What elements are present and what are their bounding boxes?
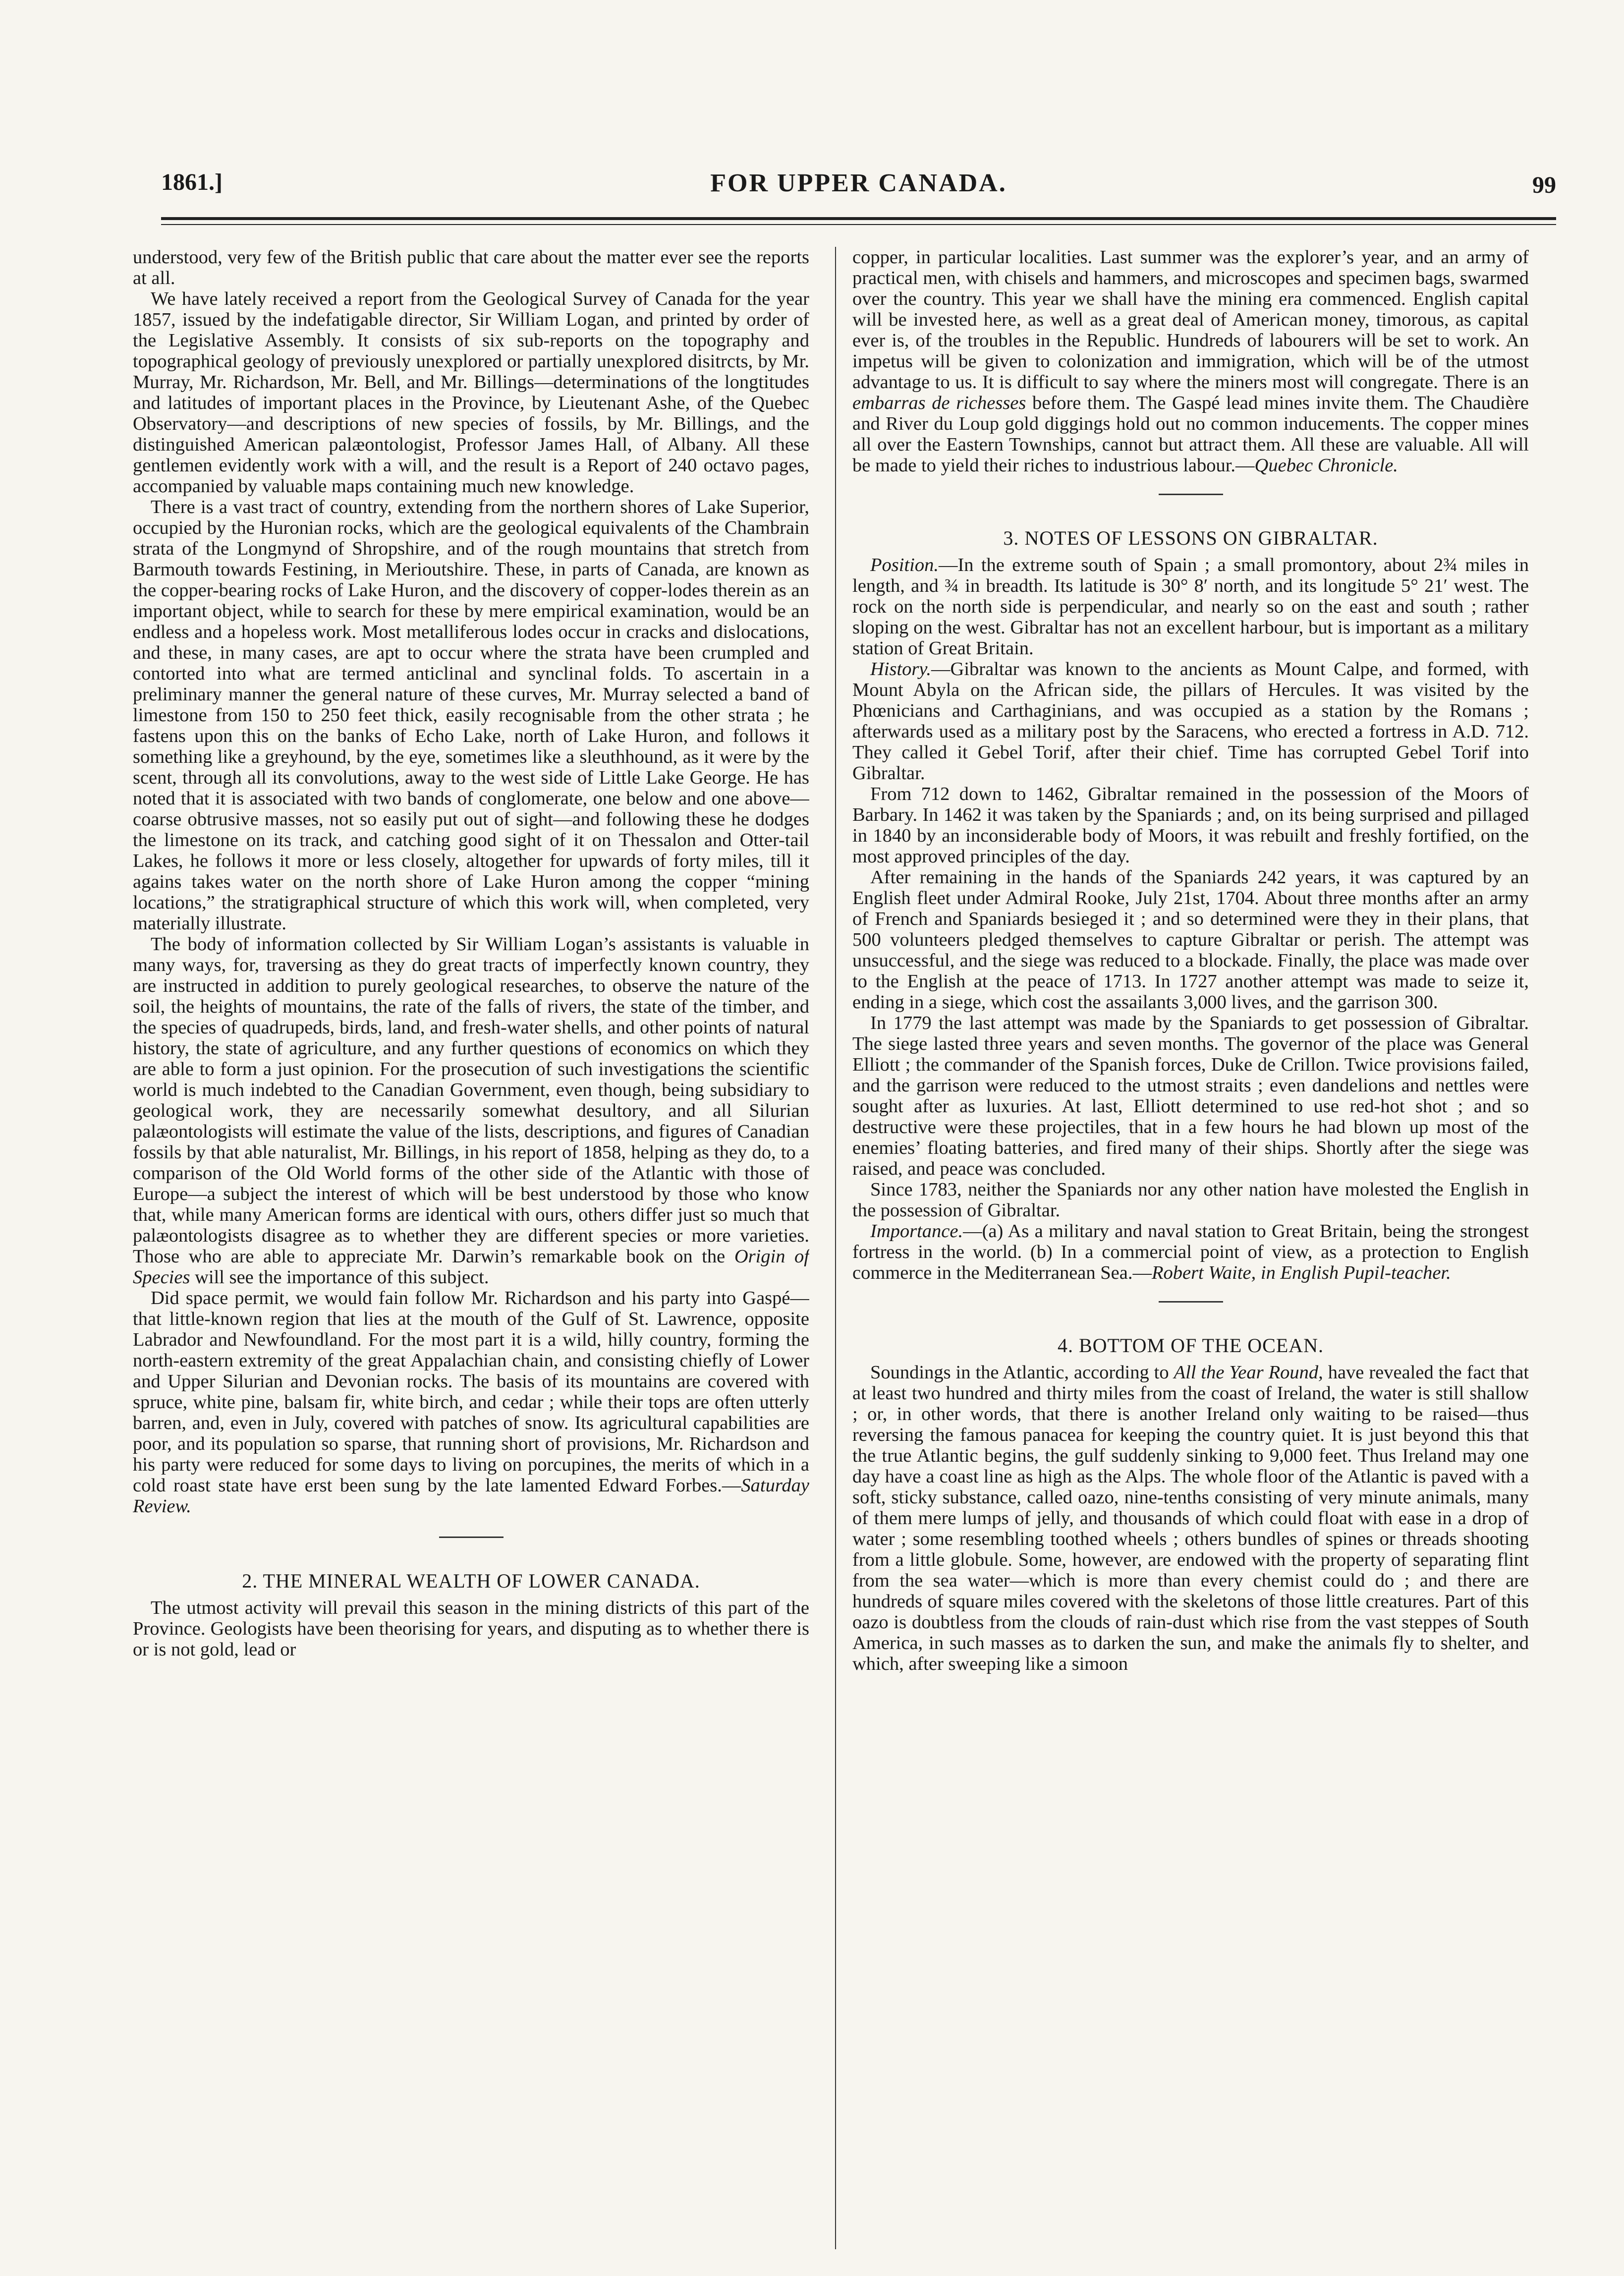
page-number: 99 <box>1532 172 1556 198</box>
paragraph-gaspe <box>133 1288 809 1517</box>
paragraph-history <box>852 659 1529 784</box>
text-run: will see the importance of this subject. <box>195 1267 489 1288</box>
header-rule <box>161 217 1556 220</box>
text-run: The body of information collected by Sir William Logan’s assistants is valuable in many ways, for, traversing as they do great tracts of imperfectly known country, they are instructed in addition to purely geological researches, to observe the nature of the soil, the heights of mountains, the rate of the falls of rivers, the state of the timber, and the species of quadrupeds, birds, land, and fresh-water shells, and other points of natural history, the state of agriculture, and any further questions of economics on which they are able to form a just opinion. For the prosecution of such investigations the scientific world is much indebted to the Canadian Government, even though, being subsidiary to geological work, they are necessarily somewhat desultory, and all Silurian palæontologists will estimate the value of the lists, descriptions, and figures of Canadian fossils by that able naturalist, Mr. Billings, in his report of 1858, helping as they do, to a comparison of the Old World forms of the other side of the Atlantic with those of Europe—a subject the interest of which will be best understood by those who know that, while many American forms are identical with ours, others differ just so much that palæontologists disagree as to whether they are different species or more varieties. Those who are able to appreciate Mr. Darwin’s remarkable book on the <box>133 934 809 1267</box>
foreign-phrase: embarras de richesses <box>852 393 1026 413</box>
paragraph-mining-districts: The utmost activity will prevail this season in the mining districts of this part of the Province. Geologists have been theorising for years, and disputing as to whether there is or is not gold, lead or <box>133 1597 809 1660</box>
publication-title: All the Year Round, <box>1174 1362 1323 1383</box>
run-in-label: Importance. <box>870 1221 963 1242</box>
text-run: Soundings in the Atlantic, according to <box>870 1362 1169 1383</box>
header-year: 1861.] <box>161 169 223 195</box>
source-citation: Saturday Review. <box>133 1475 809 1517</box>
column-divider <box>835 247 836 2249</box>
text-run: —In the extreme south of Spain ; a small promontory, about 2¾ miles in length, and ¾ in breadth. Its latitude is 30° 8′ north, and its longitude 5° 21′ west. The rock on the north side is perpendicular, and nearly so on the east and south ; rather sloping on the west. Gibraltar has not an excellent harbour, but is important as a military station of Great Britain. <box>852 555 1529 659</box>
text-run: —Gibraltar was known to the ancients as Mount Calpe, and formed, with Mount Abyla on the African side, the pillars of Hercules. It was visited by the Phœnicians and Carthaginians, and was occupied as a station by the Romans ; afterwards used as a military post by the Saracens, who erected a fortress in A.D. 712. They called it Gebel Torif, after their chief. Time has corrupted Gebel Torif into Gibraltar. <box>852 659 1529 784</box>
paragraph-copper-continuation <box>852 247 1529 476</box>
section-heading-gibraltar: 3. NOTES OF LESSONS ON GIBRALTAR. <box>1003 527 1378 549</box>
running-header <box>161 169 1556 208</box>
paragraph-since-1783: Since 1783, neither the Spaniards nor any other nation have molested the English in the possession of Gibraltar. <box>852 1179 1529 1221</box>
paragraph-geological-survey: We have lately received a report from the Geological Survey of Canada for the year 1857, issued by the indefatigable director, Sir William Logan, and printed by order of the Legislative Assembly. It consists of six sub-reports on the topography and topographical geology of previously unexplored or partially unexplored disitrcts, by Mr. Murray, Mr. Richardson, Mr. Bell, and Mr. Billings—determinations of the longtitudes and latitudes of important places in the Province, by Lieutenant Ashe, of the Quebec Observatory—and descriptions of new species of fossils, by Mr. Billings, and the distinguished American palæontologist, Professor James Hall, of Albany. All these gentlemen evidently work with a will, and the result is a Report of 240 octavo pages, accompanied by valuable maps containing much new knowledge. <box>133 288 809 497</box>
header-title: FOR UPPER CANADA. <box>710 169 1007 197</box>
text-run: —(a) As a military and naval station to Great Britain, being the strongest fortress in the world. (b) In a commercial point of view, as a protection to English commerce in the Mediterranean Sea.— <box>852 1221 1529 1283</box>
text-run: have revealed the fact that at least two hundred and thirty miles from the coast of Ireland, the water is still shallow ; or, in other words, that there is another Ireland only waiting to be raised—thus reversing the famous panacea for keeping the country quiet. It is just beyond this that the true Atlantic begins, the gulf suddenly sinking to 9,000 feet. Thus Ireland may one day have a coast line as high as the Alps. The whole floor of the Atlantic is paved with a soft, sticky substance, called oazo, nine-tenths consisting of very minute animals, many of them mere lumps of jelly, and thousands of which could float with ease in a drop of water ; some resembling toothed wheels ; others bundles of spines or threads shooting from a little globule. Some, however, are endowed with the property of separating flint from the sea water—which is more than every chemist could do ; and there are hundreds of square miles covered with the skeletons of those little creatures. Part of this oazo is doubtless from the clouds of rain-dust which rise from the vast steppes of South America, in such masses as to darken the sun, and make the animals fly to shelter, and which, after sweeping like a simoon <box>852 1362 1529 1674</box>
paragraph-continuation: understood, very few of the British public that care about the matter ever see the reports at all. <box>133 247 809 288</box>
header-rule-thin <box>161 224 1556 225</box>
paragraph-great-siege: In 1779 the last attempt was made by the Spaniards to get possession of Gibraltar. The siege lasted three years and seven months. The governor of the place was General Elliott ; the commander of the Spanish forces, Duke de Crillon. Twice provisions failed, and the garrison were reduced to the utmost straits ; even dandelions and nettles were sought after as luxuries. At last, Elliott determined to use red-hot shot ; and so destructive were these projectiles, that in a few hours he had blown up most of the enemies’ floating batteries, and fired many of their ships. Shortly after the siege was raised, and peace was concluded. <box>852 1013 1529 1179</box>
text-run: Did space permit, we would fain follow Mr. Richardson and his party into Gaspé—that little-known region that lies at the mouth of the Gulf of St. Lawrence, opposite Labrador and Newfoundland. For the most part it is a wild, hilly country, forming the north-eastern extremity of the great Appalachian chain, and consisting chiefly of Lower and Upper Silurian and Devonian rocks. The basis of its mountains are covered with spruce, white pine, balsam fir, white birch, and cedar ; while their tops are often utterly barren, and, even in July, covered with patches of snow. Its agricultural capabilities are poor, and its population so sparse, that running short of provisions, Mr. Richardson and his party were reduced for some days to living on porcupines, the merits of which in a cold roast state have erst been sung by the late lamented Edward Forbes.— <box>133 1288 809 1496</box>
section-separator <box>1159 494 1223 495</box>
paragraph-importance <box>852 1221 1529 1283</box>
right-column <box>852 247 1529 2249</box>
source-citation: Quebec Chronicle. <box>1254 455 1398 476</box>
source-citation: Robert Waite, in English Pupil-teacher. <box>1151 1262 1451 1283</box>
section-separator <box>1159 1301 1223 1303</box>
text-run: copper, in particular localities. Last summer was the explorer’s year, and an army of practical men, with chisels and hammers, and microscopes and specimen bags, swarmed over the country. This year we shall have the mining era commenced. English capital will be invested here, as well as a great deal of American money, timorous, as capital ever is, of the troubles in the Republic. Hundreds of labourers will be set to work. An impetus will be given to colonization and immigration, which will be of the utmost advantage to us. It is difficult to say where the miners most will congregate. There is an <box>852 247 1529 393</box>
section-heading-mineral-wealth: 2. THE MINERAL WEALTH OF LOWER CANADA. <box>242 1570 700 1592</box>
paragraph-moors: From 712 down to 1462, Gibraltar remained in the possession of the Moors of Barbary. In 1462 it was taken by the Spaniards ; and, on its being surprised and pillaged in 1840 by an inconsiderable body of Moors, it was rebuilt and freshly fortified, on the most approved principles of the day. <box>852 784 1529 867</box>
text-run: before them. The Gaspé lead mines invite them. The Chaudière and River du Loup gold diggings hold out no common inducements. The copper mines all over the Eastern Townships, cannot but attract them. All these are valuable. All will be made to yield their riches to industrious labour.— <box>852 393 1529 476</box>
book-title: Origin of Species <box>133 1246 809 1288</box>
paragraph-english-capture: After remaining in the hands of the Spaniards 242 years, it was captured by an English fleet under Admiral Rooke, July 21st, 1704. About three months after an army of French and Spaniards besieged it ; and so determined were they in their plans, that 500 volunteers pledged themselves to capture Gibraltar or perish. The attempt was unsuccessful, and the siege was reduced to a blockade. Finally, the place was made over to the English at the peace of 1713. In 1727 another attempt was made to seize it, ending in a siege, which cost the assailants 3,000 lives, and the garrison 300. <box>852 867 1529 1013</box>
section-heading-bottom-of-ocean: 4. BOTTOM OF THE OCEAN. <box>1057 1334 1324 1357</box>
run-in-label: Position. <box>870 555 939 575</box>
paragraph-position <box>852 555 1529 659</box>
run-in-label: History. <box>870 659 932 680</box>
left-column <box>133 247 809 2249</box>
section-separator <box>439 1536 504 1538</box>
paragraph-body-of-information <box>133 934 809 1288</box>
paragraph-soundings <box>852 1362 1529 1674</box>
paragraph-huronian-rocks: There is a vast tract of country, extending from the northern shores of Lake Superior, occupied by the Huronian rocks, which are the geological equivalents of the Chambrain strata of the Longmynd of Shropshire, and of the rough mountains that stretch from Barmouth towards Festining, in Merioutshire. These, in parts of Canada, are known as the copper-bearing rocks of Lake Huron, and the discovery of copper-lodes therein as an important object, while to search for these by mere empirical examination, would be an endless and a hopeless work. Most metalliferous lodes occur in cracks and dislocations, and these, in many cases, are apt to occur where the strata have been crumpled and contorted into what are termed anticlinal and synclinal folds. To ascertain in a preliminary manner the general nature of these curves, Mr. Murray selected a band of limestone from 150 to 250 feet thick, easily recognisable from the other strata ; he fastens upon this on the banks of Echo Lake, north of Lake Huron, and follows it something like a greyhound, by the eye, sometimes like a sleuthhound, as it were by the scent, through all its convolutions, away to the west side of Little Lake George. He has noted that it is associated with two bands of conglomerate, one below and one above—coarse obtrusive masses, not so easily put out of sight—and following these he dodges the limestone on its track, and catching good sight of it on Thessalon and Otter-tail Lakes, he follows it more or less closely, altogether for upwards of forty miles, till it agains takes water on the north shore of Lake Huron among the copper “mining locations,” the stratigraphical structure of which this work will, when completed, very materially illustrate. <box>133 497 809 934</box>
